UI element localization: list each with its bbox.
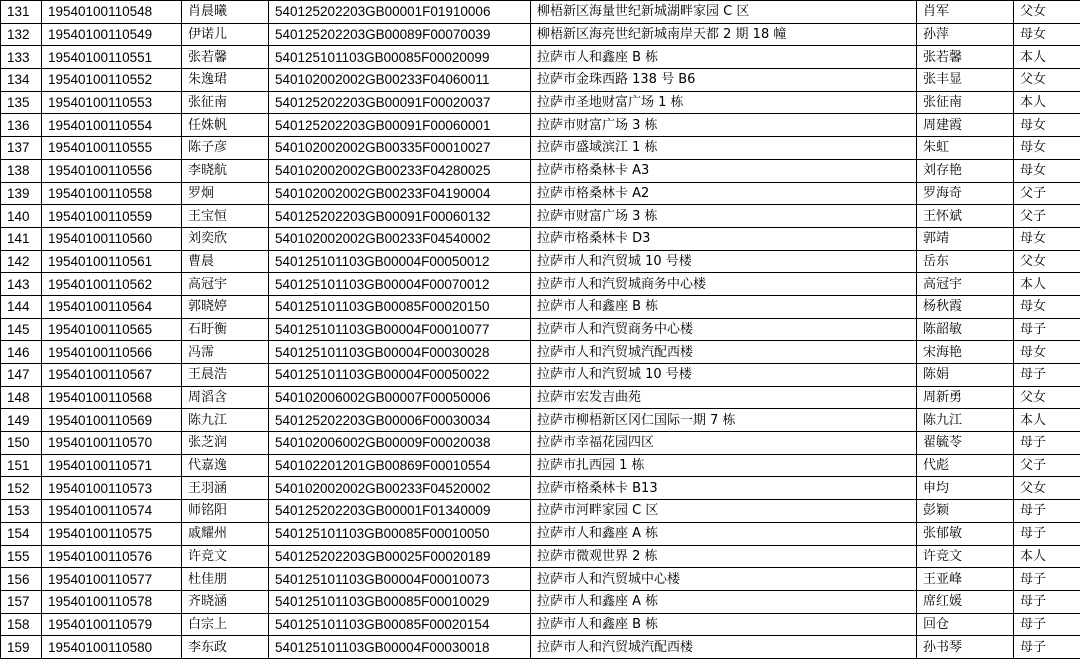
table-body (1, 1, 1080, 659)
cell-property-code: 540125101103GB00004F00030028 (269, 341, 531, 364)
cell-relation: 本人 (1014, 545, 1080, 568)
cell-guardian-name: 周新勇 (917, 386, 1014, 409)
cell-student-name: 郭晓婷 (182, 295, 269, 318)
cell-student-id: 19540100110560 (42, 227, 182, 250)
cell-student-name: 张征南 (182, 91, 269, 114)
cell-relation: 本人 (1014, 46, 1080, 69)
cell-row-index: 158 (1, 613, 42, 636)
cell-guardian-name: 张征南 (917, 91, 1014, 114)
cell-student-name: 白宗上 (182, 613, 269, 636)
table-row (1, 159, 1080, 182)
cell-property-code: 540125202203GB00006F00030034 (269, 409, 531, 432)
cell-guardian-name: 彭颖 (917, 500, 1014, 523)
table-row (1, 454, 1080, 477)
cell-row-index: 140 (1, 205, 42, 228)
cell-relation: 母女 (1014, 295, 1080, 318)
cell-property-code: 540125101103GB00004F00050012 (269, 250, 531, 273)
cell-row-index: 135 (1, 91, 42, 114)
cell-student-id: 19540100110551 (42, 46, 182, 69)
table-row (1, 273, 1080, 296)
cell-row-index: 145 (1, 318, 42, 341)
table-row (1, 205, 1080, 228)
cell-row-index: 148 (1, 386, 42, 409)
cell-relation: 母女 (1014, 159, 1080, 182)
table-row (1, 341, 1080, 364)
cell-relation: 母女 (1014, 137, 1080, 160)
cell-property-code: 540125101103GB00085F00020150 (269, 295, 531, 318)
cell-address: 拉萨市微观世界 2 栋 (531, 545, 917, 568)
table-row (1, 477, 1080, 500)
cell-row-index: 131 (1, 1, 42, 24)
cell-address: 拉萨市人和鑫座 A 栋 (531, 590, 917, 613)
cell-guardian-name: 朱虹 (917, 137, 1014, 160)
cell-guardian-name: 许竞文 (917, 545, 1014, 568)
cell-student-name: 王羽涵 (182, 477, 269, 500)
cell-relation: 母子 (1014, 590, 1080, 613)
table-row (1, 636, 1080, 659)
table-row (1, 227, 1080, 250)
cell-row-index: 133 (1, 46, 42, 69)
cell-address: 拉萨市人和汽贸城 10 号楼 (531, 364, 917, 387)
cell-guardian-name: 罗海奇 (917, 182, 1014, 205)
cell-relation: 母子 (1014, 318, 1080, 341)
cell-address: 柳梧新区海亮世纪新城南岸天都 2 期 18 幢 (531, 23, 917, 46)
cell-property-code: 540102002002GB00233F04540002 (269, 227, 531, 250)
cell-student-id: 19540100110565 (42, 318, 182, 341)
cell-guardian-name: 翟毓苓 (917, 432, 1014, 455)
table-row (1, 590, 1080, 613)
cell-property-code: 540125101103GB00004F00070012 (269, 273, 531, 296)
cell-property-code: 540125202203GB00001F01340009 (269, 500, 531, 523)
cell-property-code: 540102002002GB00233F04060011 (269, 69, 531, 92)
cell-row-index: 136 (1, 114, 42, 137)
table-row (1, 432, 1080, 455)
cell-relation: 父女 (1014, 250, 1080, 273)
cell-address: 拉萨市柳梧新区冈仁国际一期 7 栋 (531, 409, 917, 432)
cell-student-name: 罗炯 (182, 182, 269, 205)
cell-address: 拉萨市人和鑫座 B 栋 (531, 613, 917, 636)
cell-student-id: 19540100110576 (42, 545, 182, 568)
cell-student-id: 19540100110568 (42, 386, 182, 409)
cell-guardian-name: 杨秋霞 (917, 295, 1014, 318)
cell-property-code: 540125202203GB00025F00020189 (269, 545, 531, 568)
cell-relation: 本人 (1014, 91, 1080, 114)
cell-student-name: 师铭阳 (182, 500, 269, 523)
cell-guardian-name: 周建霞 (917, 114, 1014, 137)
cell-row-index: 154 (1, 522, 42, 545)
cell-address: 拉萨市财富广场 3 栋 (531, 205, 917, 228)
cell-student-id: 19540100110579 (42, 613, 182, 636)
cell-student-name: 许竞文 (182, 545, 269, 568)
cell-property-code: 540102002002GB00233F04520002 (269, 477, 531, 500)
cell-address: 拉萨市人和汽贸城商务中心楼 (531, 273, 917, 296)
cell-property-code: 540125101103GB00085F00010050 (269, 522, 531, 545)
cell-property-code: 540102201201GB00869F00010554 (269, 454, 531, 477)
cell-row-index: 143 (1, 273, 42, 296)
cell-student-id: 19540100110574 (42, 500, 182, 523)
table-row (1, 500, 1080, 523)
cell-row-index: 146 (1, 341, 42, 364)
cell-student-name: 石盱衡 (182, 318, 269, 341)
cell-row-index: 132 (1, 23, 42, 46)
cell-relation: 父女 (1014, 69, 1080, 92)
cell-guardian-name: 回仓 (917, 613, 1014, 636)
cell-address: 拉萨市盛域滨江 1 栋 (531, 137, 917, 160)
cell-address: 拉萨市金珠西路 138 号 B6 (531, 69, 917, 92)
cell-student-name: 陈九江 (182, 409, 269, 432)
cell-row-index: 157 (1, 590, 42, 613)
cell-student-name: 戚耀州 (182, 522, 269, 545)
table-row (1, 46, 1080, 69)
table-row (1, 364, 1080, 387)
cell-row-index: 156 (1, 568, 42, 591)
cell-property-code: 540102002002GB00233F04280025 (269, 159, 531, 182)
cell-row-index: 137 (1, 137, 42, 160)
cell-guardian-name: 岳东 (917, 250, 1014, 273)
cell-relation: 父子 (1014, 205, 1080, 228)
cell-address: 拉萨市人和汽贸城汽配西楼 (531, 636, 917, 659)
cell-guardian-name: 孙萍 (917, 23, 1014, 46)
cell-relation: 母子 (1014, 364, 1080, 387)
cell-student-name: 代嘉逸 (182, 454, 269, 477)
cell-property-code: 540102002002GB00233F04190004 (269, 182, 531, 205)
cell-row-index: 141 (1, 227, 42, 250)
table-row (1, 182, 1080, 205)
cell-guardian-name: 王怀斌 (917, 205, 1014, 228)
cell-student-id: 19540100110580 (42, 636, 182, 659)
cell-student-name: 高冠宇 (182, 273, 269, 296)
cell-address: 拉萨市财富广场 3 栋 (531, 114, 917, 137)
cell-student-id: 19540100110562 (42, 273, 182, 296)
cell-guardian-name: 刘存艳 (917, 159, 1014, 182)
table-row (1, 23, 1080, 46)
cell-guardian-name: 张丰显 (917, 69, 1014, 92)
cell-property-code: 540125101103GB00004F00010077 (269, 318, 531, 341)
table-row (1, 137, 1080, 160)
cell-student-id: 19540100110553 (42, 91, 182, 114)
cell-student-id: 19540100110561 (42, 250, 182, 273)
cell-student-name: 肖晨曦 (182, 1, 269, 24)
cell-student-id: 19540100110571 (42, 454, 182, 477)
cell-student-name: 伊诺儿 (182, 23, 269, 46)
cell-property-code: 540125202203GB00001F01910006 (269, 1, 531, 24)
cell-relation: 母子 (1014, 636, 1080, 659)
cell-relation: 母子 (1014, 500, 1080, 523)
cell-student-id: 19540100110549 (42, 23, 182, 46)
cell-guardian-name: 王亚峰 (917, 568, 1014, 591)
cell-row-index: 147 (1, 364, 42, 387)
cell-row-index: 155 (1, 545, 42, 568)
table-row (1, 522, 1080, 545)
cell-guardian-name: 席红媛 (917, 590, 1014, 613)
cell-student-name: 周滔含 (182, 386, 269, 409)
cell-address: 拉萨市人和汽贸城汽配西楼 (531, 341, 917, 364)
cell-address: 拉萨市人和汽贸城 10 号楼 (531, 250, 917, 273)
cell-guardian-name: 宋海艳 (917, 341, 1014, 364)
cell-relation: 母子 (1014, 613, 1080, 636)
cell-address: 拉萨市格桑林卡 D3 (531, 227, 917, 250)
cell-row-index: 150 (1, 432, 42, 455)
cell-row-index: 153 (1, 500, 42, 523)
cell-address: 拉萨市人和汽贸商务中心楼 (531, 318, 917, 341)
cell-property-code: 540102002002GB00335F00010027 (269, 137, 531, 160)
cell-relation: 母子 (1014, 568, 1080, 591)
cell-property-code: 540102006002GB00009F00020038 (269, 432, 531, 455)
cell-address: 柳梧新区海量世纪新城湖畔家园 C 区 (531, 1, 917, 24)
cell-guardian-name: 孙书琴 (917, 636, 1014, 659)
cell-property-code: 540125202203GB00091F00060001 (269, 114, 531, 137)
cell-student-id: 19540100110573 (42, 477, 182, 500)
cell-guardian-name: 高冠宇 (917, 273, 1014, 296)
cell-student-name: 陈子彦 (182, 137, 269, 160)
cell-student-id: 19540100110556 (42, 159, 182, 182)
cell-student-name: 任姝帆 (182, 114, 269, 137)
cell-student-id: 19540100110570 (42, 432, 182, 455)
cell-student-name: 李晓航 (182, 159, 269, 182)
cell-row-index: 138 (1, 159, 42, 182)
cell-row-index: 159 (1, 636, 42, 659)
cell-relation: 母女 (1014, 227, 1080, 250)
table-row (1, 386, 1080, 409)
cell-student-id: 19540100110564 (42, 295, 182, 318)
cell-guardian-name: 张若馨 (917, 46, 1014, 69)
cell-address: 拉萨市格桑林卡 A3 (531, 159, 917, 182)
cell-relation: 母女 (1014, 114, 1080, 137)
cell-student-id: 19540100110552 (42, 69, 182, 92)
cell-address: 拉萨市圣地财富广场 1 栋 (531, 91, 917, 114)
cell-student-name: 齐晓涵 (182, 590, 269, 613)
cell-address: 拉萨市河畔家园 C 区 (531, 500, 917, 523)
cell-property-code: 540125202203GB00091F00060132 (269, 205, 531, 228)
table-row (1, 114, 1080, 137)
cell-address: 拉萨市人和鑫座 A 栋 (531, 522, 917, 545)
cell-property-code: 540125101103GB00085F00020099 (269, 46, 531, 69)
cell-student-id: 19540100110548 (42, 1, 182, 24)
cell-student-id: 19540100110569 (42, 409, 182, 432)
cell-student-id: 19540100110559 (42, 205, 182, 228)
cell-student-name: 冯霈 (182, 341, 269, 364)
table-row (1, 69, 1080, 92)
cell-student-name: 王晨浩 (182, 364, 269, 387)
cell-student-name: 杜佳朋 (182, 568, 269, 591)
cell-row-index: 149 (1, 409, 42, 432)
cell-row-index: 142 (1, 250, 42, 273)
cell-student-name: 张芝润 (182, 432, 269, 455)
table-row (1, 545, 1080, 568)
cell-student-name: 张若馨 (182, 46, 269, 69)
cell-student-id: 19540100110577 (42, 568, 182, 591)
cell-student-id: 19540100110554 (42, 114, 182, 137)
cell-relation: 母子 (1014, 432, 1080, 455)
cell-row-index: 144 (1, 295, 42, 318)
cell-property-code: 540125202203GB00091F00020037 (269, 91, 531, 114)
cell-student-name: 曹晨 (182, 250, 269, 273)
cell-address: 拉萨市格桑林卡 A2 (531, 182, 917, 205)
table-row (1, 613, 1080, 636)
cell-student-name: 王宝恒 (182, 205, 269, 228)
cell-guardian-name: 陈韶敏 (917, 318, 1014, 341)
cell-property-code: 540125101103GB00085F00020154 (269, 613, 531, 636)
cell-address: 拉萨市人和鑫座 B 栋 (531, 46, 917, 69)
cell-property-code: 540125101103GB00085F00010029 (269, 590, 531, 613)
cell-relation: 母女 (1014, 341, 1080, 364)
table-row (1, 295, 1080, 318)
cell-address: 拉萨市宏发吉曲苑 (531, 386, 917, 409)
cell-address: 拉萨市幸福花园四区 (531, 432, 917, 455)
cell-relation: 父子 (1014, 182, 1080, 205)
cell-guardian-name: 郭靖 (917, 227, 1014, 250)
cell-student-id: 19540100110567 (42, 364, 182, 387)
table-row (1, 91, 1080, 114)
cell-relation: 父女 (1014, 477, 1080, 500)
cell-relation: 母子 (1014, 522, 1080, 545)
cell-property-code: 540125202203GB00089F00070039 (269, 23, 531, 46)
cell-student-id: 19540100110555 (42, 137, 182, 160)
cell-address: 拉萨市人和鑫座 B 栋 (531, 295, 917, 318)
cell-relation: 本人 (1014, 273, 1080, 296)
cell-relation: 父女 (1014, 1, 1080, 24)
cell-student-name: 李东政 (182, 636, 269, 659)
cell-relation: 本人 (1014, 409, 1080, 432)
cell-relation: 父子 (1014, 454, 1080, 477)
cell-student-name: 刘奕欣 (182, 227, 269, 250)
cell-row-index: 151 (1, 454, 42, 477)
table-row (1, 1, 1080, 24)
cell-guardian-name: 代彪 (917, 454, 1014, 477)
cell-student-id: 19540100110578 (42, 590, 182, 613)
table-row (1, 318, 1080, 341)
cell-student-id: 19540100110575 (42, 522, 182, 545)
cell-property-code: 540102006002GB00007F00050006 (269, 386, 531, 409)
cell-guardian-name: 陈娟 (917, 364, 1014, 387)
cell-guardian-name: 陈九江 (917, 409, 1014, 432)
cell-address: 拉萨市扎西园 1 栋 (531, 454, 917, 477)
cell-guardian-name: 张郁敏 (917, 522, 1014, 545)
cell-row-index: 134 (1, 69, 42, 92)
cell-property-code: 540125101103GB00004F00010073 (269, 568, 531, 591)
cell-address: 拉萨市人和汽贸城中心楼 (531, 568, 917, 591)
cell-row-index: 152 (1, 477, 42, 500)
cell-relation: 母女 (1014, 23, 1080, 46)
cell-student-id: 19540100110558 (42, 182, 182, 205)
cell-property-code: 540125101103GB00004F00050022 (269, 364, 531, 387)
table-row (1, 250, 1080, 273)
cell-guardian-name: 申均 (917, 477, 1014, 500)
cell-relation: 父女 (1014, 386, 1080, 409)
table-row (1, 568, 1080, 591)
cell-guardian-name: 肖军 (917, 1, 1014, 24)
cell-student-id: 19540100110566 (42, 341, 182, 364)
table-row (1, 409, 1080, 432)
cell-property-code: 540125101103GB00004F00030018 (269, 636, 531, 659)
cell-address: 拉萨市格桑林卡 B13 (531, 477, 917, 500)
cell-row-index: 139 (1, 182, 42, 205)
cell-student-name: 朱逸珺 (182, 69, 269, 92)
